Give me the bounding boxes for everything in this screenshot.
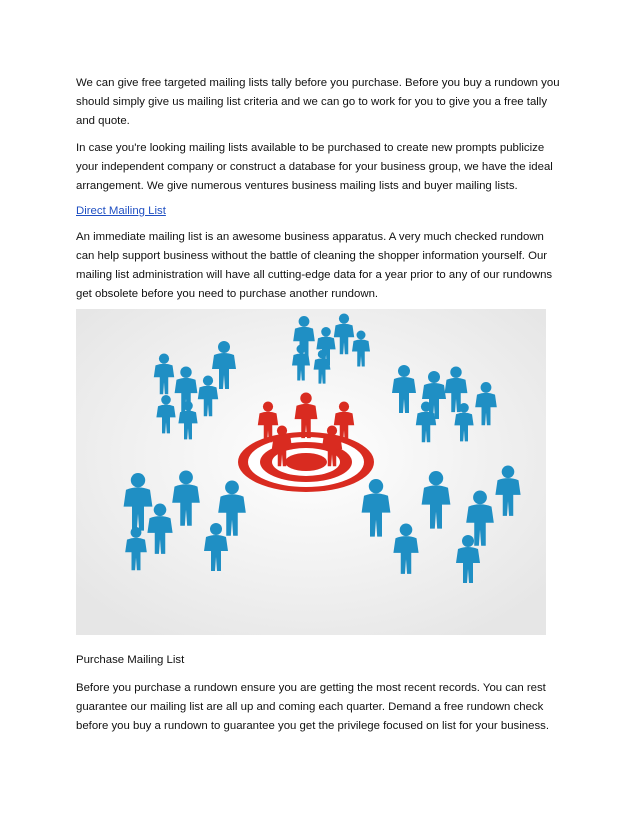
paragraph-4: Before you purchase a rundown ensure you are getting the most recent records. You can rest guarantee our mailing list are all up and coming each quarter. Demand a free rundown check before you buy a rundown to guarantee you get the privilege focused on list for your business. [76, 682, 550, 732]
target-audience-illustration [76, 309, 546, 635]
paragraph-2: In case you're looking mailing lists available to be purchased to create new prompts publicize your independent company or construct a database for your business group, we have the ideal arrangement. We give numerous ventures business mailing lists and buyer mailing lists. [76, 142, 553, 192]
target-rings-icon [238, 432, 374, 492]
paragraph-3: An immediate mailing list is an awesome business apparatus. A very much checked rundown can help support business without the battle of cleaning the shopper information yourself. Our mailing list administration will have all cutting-edge data for a year prior to any of our rundowns get obsolete before you need to purchase another rundown. [76, 231, 553, 300]
direct-mailing-list-link[interactable]: Direct Mailing List [76, 205, 166, 217]
paragraph-1: We can give free targeted mailing lists tally before you purchase. Before you buy a rundown you should simply give us mailing list criteria and we can go to work for you to give you a free tally and quote. [76, 77, 560, 127]
section-heading: Purchase Mailing List [76, 654, 185, 666]
